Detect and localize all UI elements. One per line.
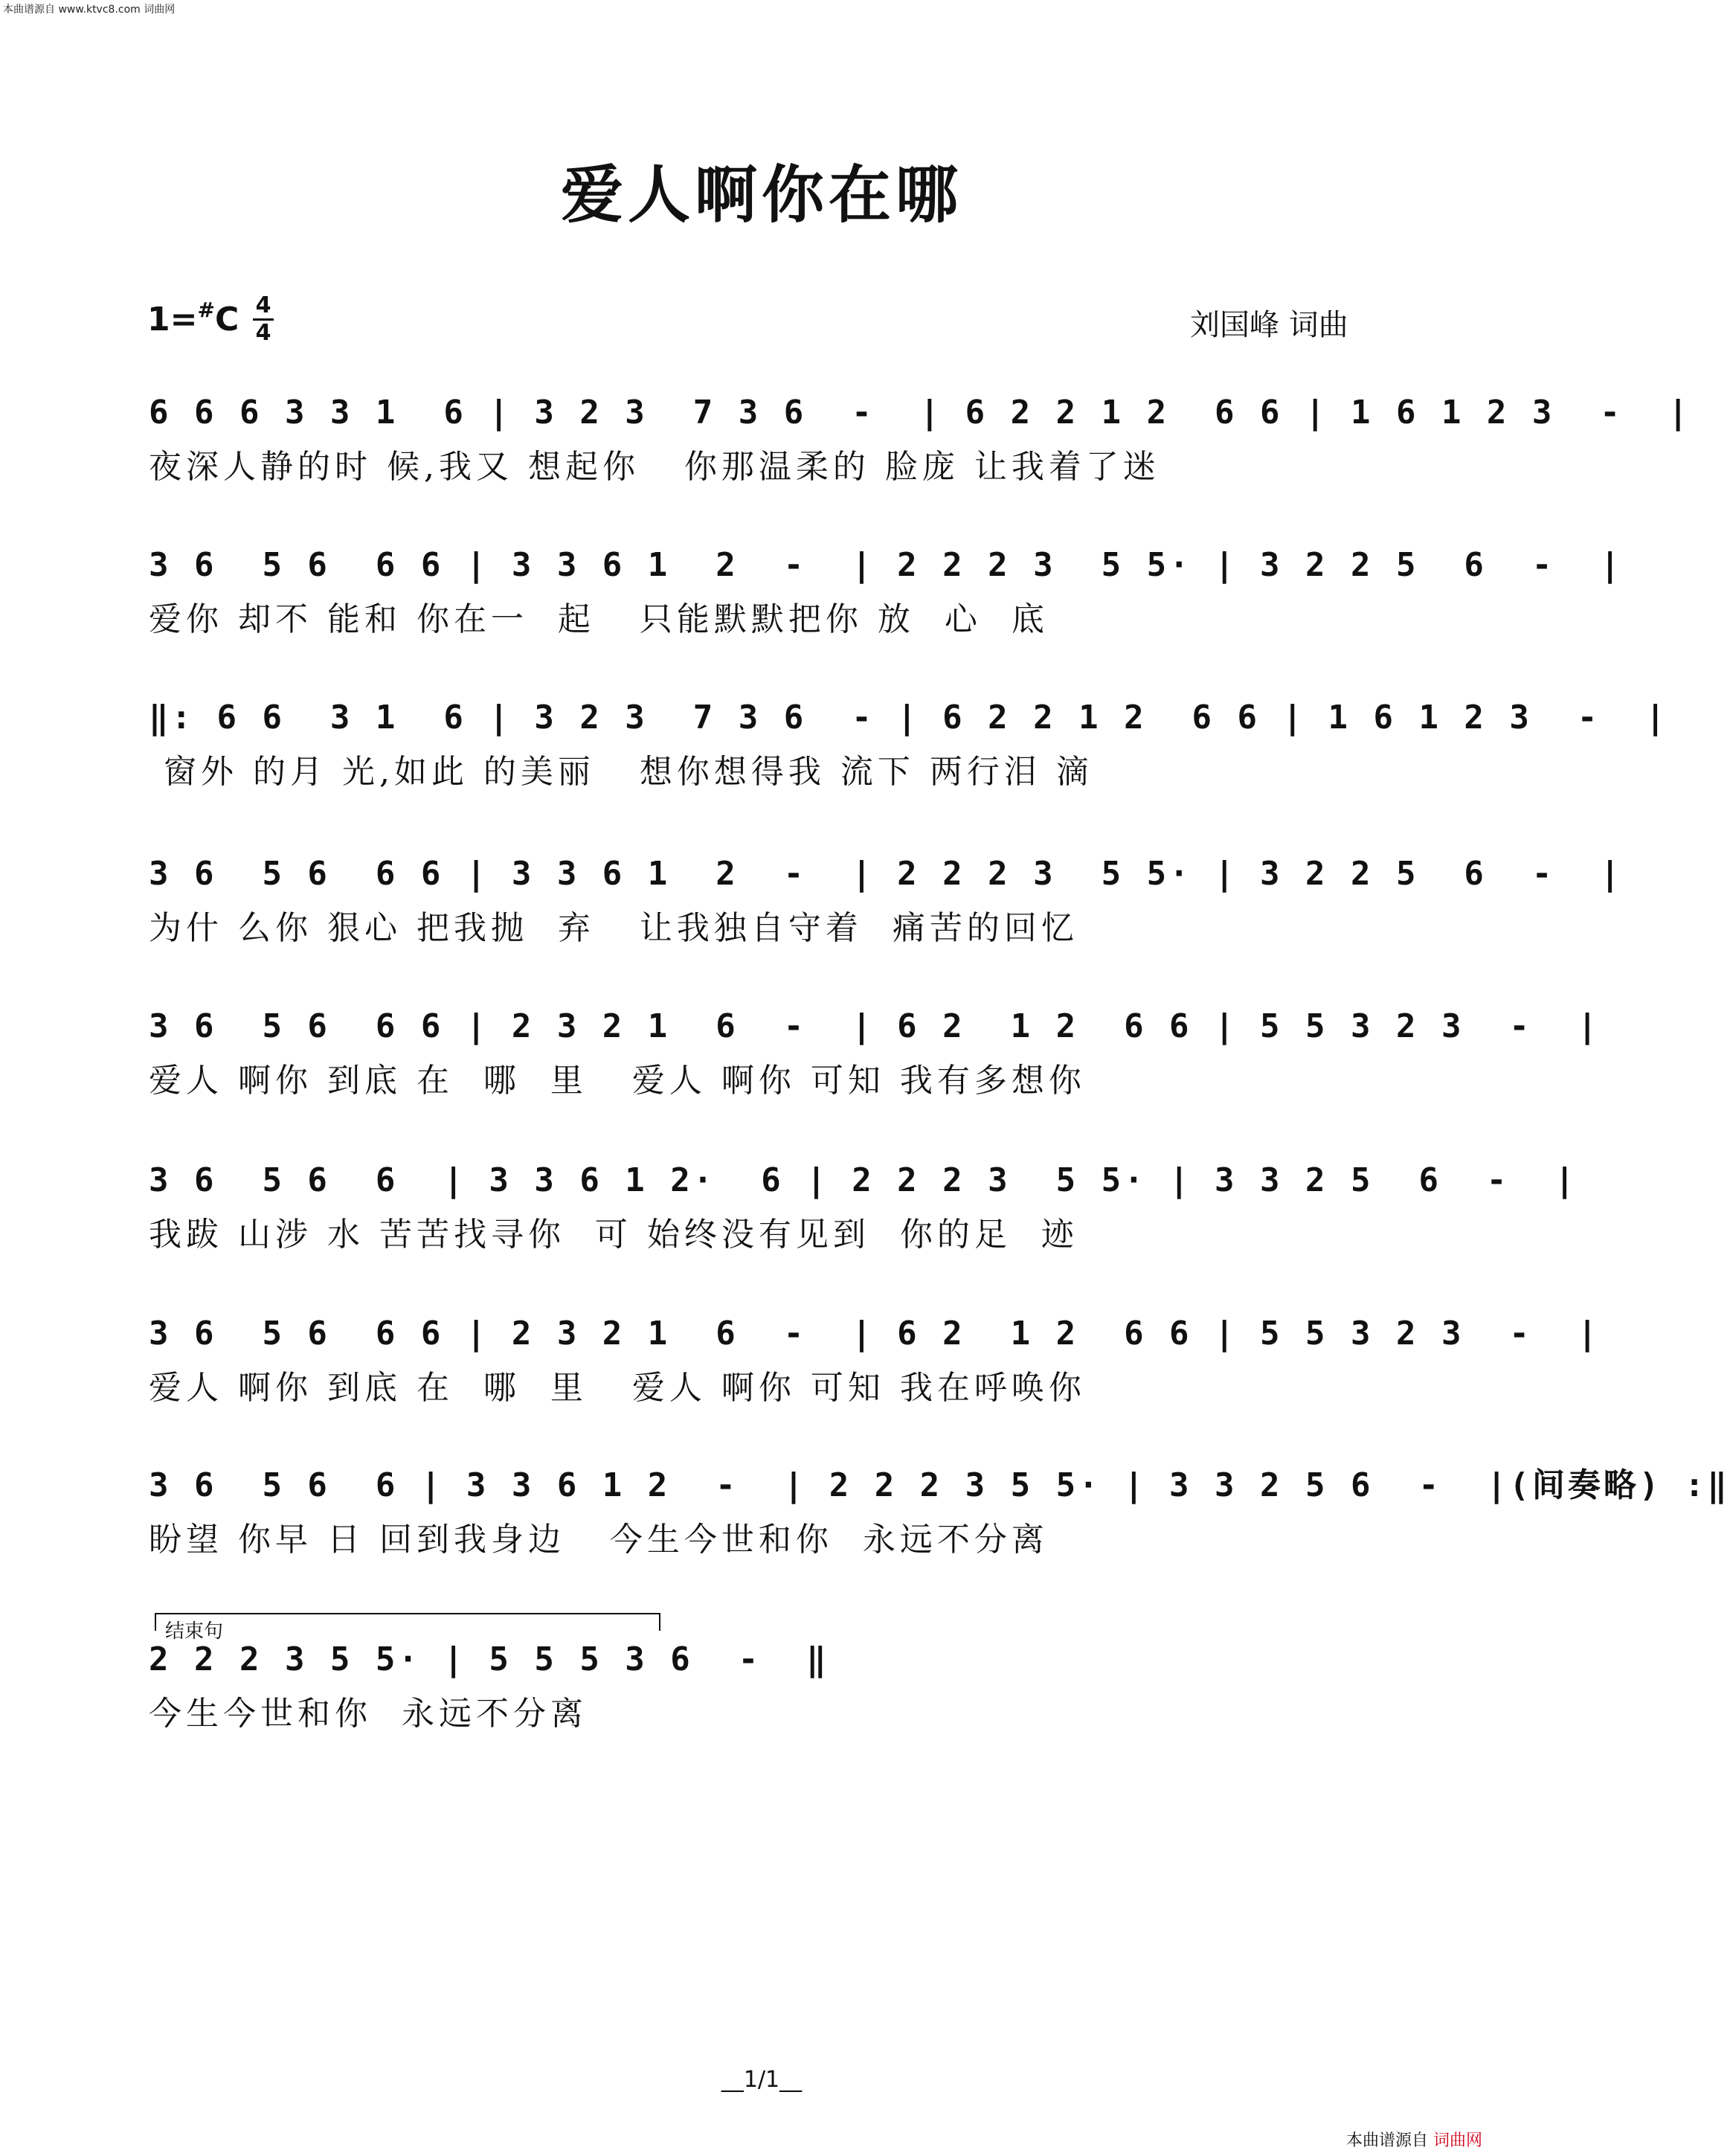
ending-label: 结束句 — [165, 1620, 224, 1643]
score-row-6 — [149, 1155, 1578, 1266]
key-note: C — [214, 301, 239, 339]
notes-line: 3 6 5 6 6 | 3 3 6 1 2· 6 | 2 2 2 3 5 5· | 3 3 2 5 6 - | — [149, 1161, 1578, 1199]
score-row-5 — [149, 1001, 1601, 1112]
lyric-line: 窗外 的月 光,如此 的美丽 想你想得我 流下 两行泪 滴 — [149, 753, 1093, 791]
score-row-1 — [149, 387, 1691, 498]
source-credit-bottom — [1346, 2128, 1482, 2151]
notes-line: 3 6 5 6 6 | 3 3 6 1 2 - | 2 2 2 3 5 5· | 3 3 2 5 6 - |(间奏略) :‖ — [149, 1466, 1730, 1504]
notes-line: 3 6 5 6 6 6 | 2 3 2 1 6 - | 6 2 1 2 6 6 | 5 5 3 2 3 - | — [149, 1315, 1601, 1353]
score-row-3 — [149, 692, 1668, 803]
time-bottom: 4 — [255, 320, 271, 346]
lyric-line: 夜深人静的时 候,我又 想起你 你那温柔的 脸庞 让我着了迷 — [149, 448, 1160, 486]
notes-line: 2 2 2 3 5 5· | 5 5 5 3 6 - ‖ — [149, 1640, 829, 1678]
source-text: 本曲谱源自 — [1346, 2131, 1429, 2150]
time-top: 4 — [255, 292, 271, 318]
score-row-7 — [149, 1308, 1601, 1419]
page-title: 爱人啊你在哪 — [560, 158, 962, 231]
score-row-2 — [149, 539, 1623, 651]
author-credit: 刘国峰 词曲 — [1190, 308, 1348, 342]
notes-line: 3 6 5 6 6 6 | 3 3 6 1 2 - | 2 2 2 3 5 5· | 3 2 2 5 6 - | — [149, 855, 1623, 893]
score-row-8 — [149, 1460, 1730, 1571]
score-row-4 — [149, 848, 1623, 960]
source-credit-top: 本曲谱源自 www.ktvc8.com 词曲网 — [3, 4, 176, 16]
score-row-ending — [149, 1634, 1383, 1745]
key-signature — [147, 298, 239, 339]
lyric-line: 今生今世和你 永远不分离 — [149, 1695, 588, 1733]
lyric-line: 为什 么你 狠心 把我抛 弃 让我独自守着 痛苦的回忆 — [149, 909, 1078, 947]
notes-line: ‖: 6 6 3 1 6 | 3 2 3 7 3 6 - | 6 2 2 1 2 6 6 | 1 6 1 2 3 - | — [149, 699, 1668, 737]
lyric-line: 我跋 山涉 水 苦苦找寻你 可 始终没有见到 你的足 迹 — [149, 1216, 1078, 1254]
page-number: __1/1__ — [721, 2067, 803, 2093]
lyric-line: 爱人 啊你 到底 在 哪 里 爱人 啊你 可知 我在呼唤你 — [149, 1369, 1086, 1407]
lyric-line: 爱人 啊你 到底 在 哪 里 爱人 啊你 可知 我有多想你 — [149, 1062, 1086, 1100]
lyric-line: 爱你 却不 能和 你在一 起 只能默默把你 放 心 底 — [149, 600, 1049, 638]
notes-line: 3 6 5 6 6 6 | 2 3 2 1 6 - | 6 2 1 2 6 6 | 5 5 3 2 3 - | — [149, 1007, 1601, 1045]
key-prefix: 1= — [147, 301, 198, 339]
ending-bracket — [155, 1613, 660, 1631]
time-signature — [250, 293, 277, 346]
notes-line: 3 6 5 6 6 6 | 3 3 6 1 2 - | 2 2 2 3 5 5· | 3 2 2 5 6 - | — [149, 546, 1623, 584]
source-link[interactable]: 词曲网 — [1433, 2131, 1483, 2150]
lyric-line: 盼望 你早 日 回到我身边 今生今世和你 永远不分离 — [149, 1521, 1049, 1559]
notes-line: 6 6 6 3 3 1 6 | 3 2 3 7 3 6 - | 6 2 2 1 2 6 6 | 1 6 1 2 3 - | — [149, 394, 1691, 431]
sharp-sign: # — [197, 298, 215, 322]
